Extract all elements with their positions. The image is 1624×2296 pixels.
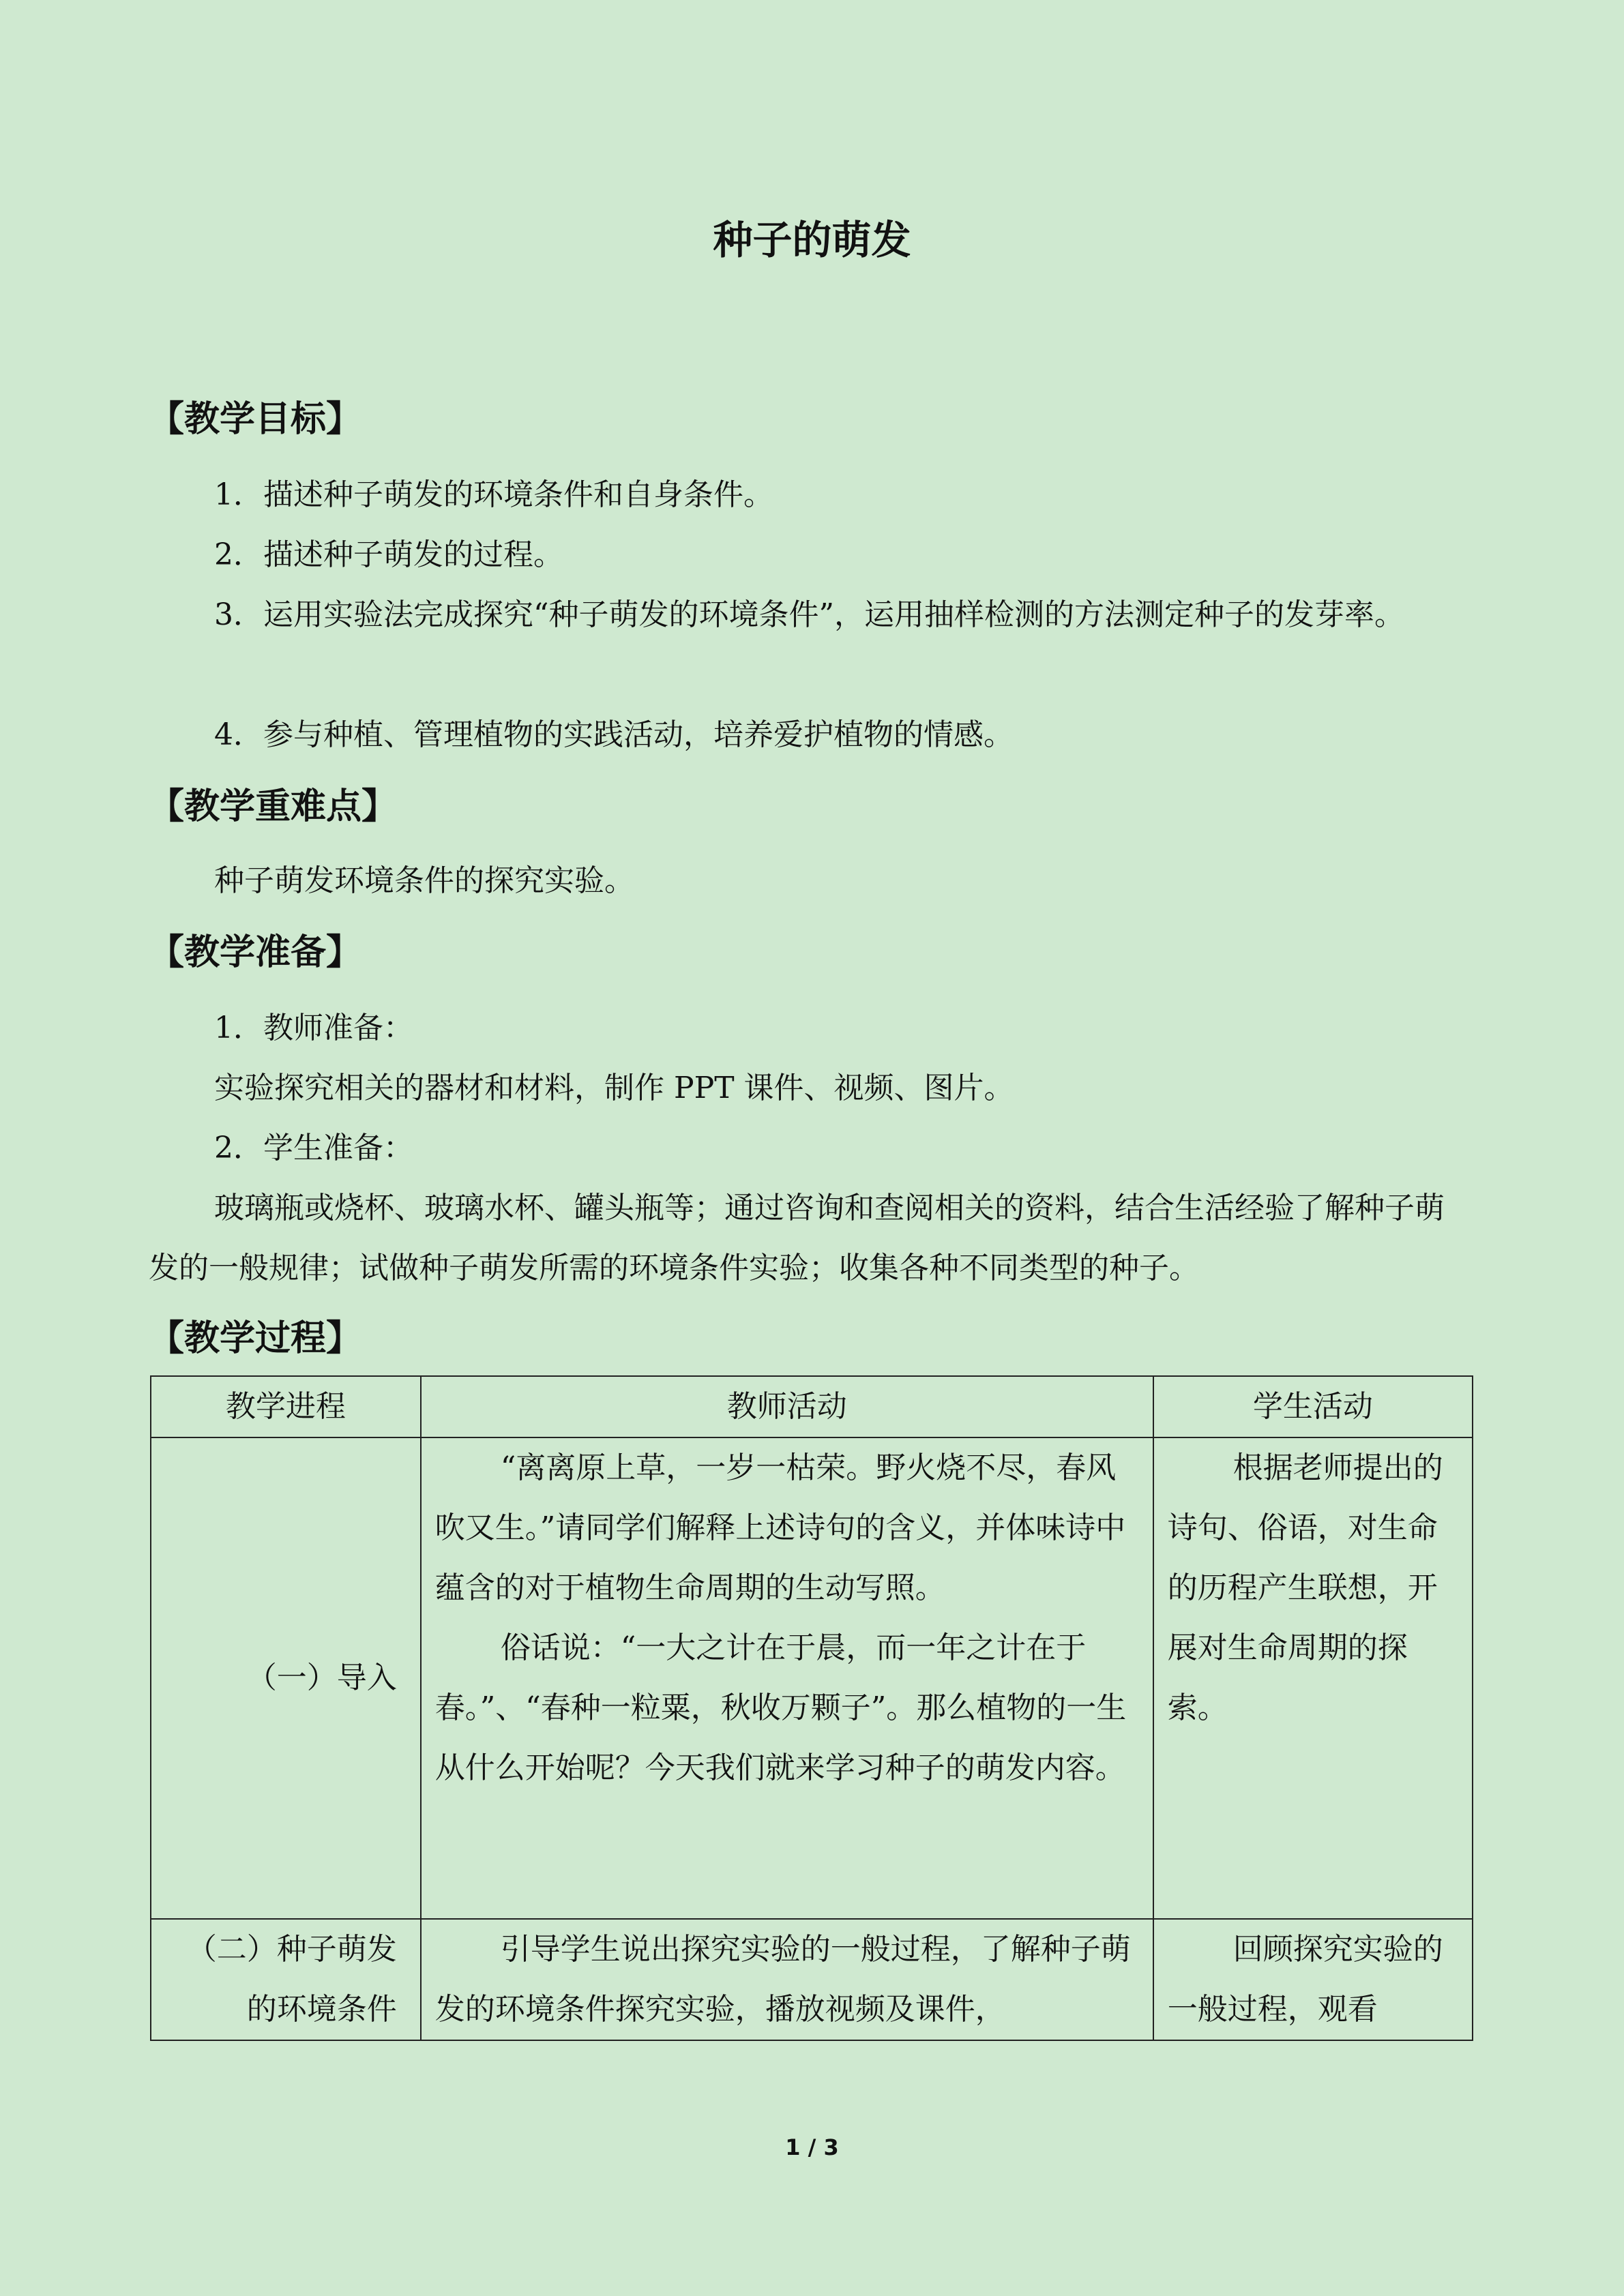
student-activity-cell (1153, 1437, 1473, 1919)
process-heading: 【教学过程】 (149, 1318, 362, 1359)
header-teacher: 教师活动 (421, 1376, 1153, 1437)
stage-cell: （二）种子萌发的环境条件 (151, 1919, 421, 2040)
student-activity-text: 回顾探究实验的一般过程，观看 (1167, 1932, 1443, 2027)
stage-cell: （一）导入 (151, 1437, 421, 1919)
teacher-activity-paragraph: “离离原上草，一岁一枯荣。野火烧不尽，春风吹又生。”请同学们解释上述诗句的含义，并体味诗中蕴含的对于植物生命周期的生动写照。 (434, 1450, 1126, 1605)
key-points-text: 种子萌发环境条件的探究实验。 (214, 863, 634, 898)
student-prep-text: 玻璃瓶或烧杯、玻璃水杯、罐头瓶等；通过咨询和查阅相关的资料，结合生活经验了解种子萌发的一般规律；试做种子萌发所需的环境条件实验；收集各种不同类型的种子。 (149, 1191, 1445, 1285)
table-row (151, 1919, 1473, 2040)
teacher-prep-text: 实验探究相关的器材和材料，制作 PPT 课件、视频、图片。 (214, 1071, 1014, 1105)
process-table (150, 1375, 1473, 2041)
objective-item: 1．描述种子萌发的环境条件和自身条件。 (214, 477, 773, 512)
teacher-activity-paragraph: 引导学生说出探究实验的一般过程，了解种子萌发的环境条件探究实验，播放视频及课件， (434, 1932, 1131, 2027)
student-activity-text: 根据老师提出的诗句、俗语，对生命的历程产生联想，开展对生命周期的探索。 (1167, 1450, 1443, 1725)
teacher-activity-paragraph: 俗话说：“一大之计在于晨，而一年之计在于春。”、“春种一粒粟，秋收万颗子”。那么植物的一生从什么开始呢？今天我们就来学习种子的萌发内容。 (434, 1630, 1127, 1785)
key-points-heading: 【教学重难点】 (149, 786, 398, 827)
objective-item: 2．描述种子萌发的过程。 (214, 537, 563, 572)
header-stage: 教学进程 (151, 1376, 421, 1437)
page-number: 1 / 3 (785, 2134, 839, 2160)
header-student: 学生活动 (1153, 1376, 1473, 1437)
preparation-heading: 【教学准备】 (149, 932, 362, 973)
teacher-prep-label: 1．教师准备： (214, 1011, 413, 1045)
page-title: 种子的萌发 (713, 217, 911, 263)
student-prep-label: 2．学生准备： (214, 1131, 413, 1165)
teacher-activity-cell (421, 1919, 1153, 2040)
objective-item: 3．运用实验法完成探究“种子萌发的环境条件”，运用抽样检测的方法测定种子的发芽率。 (214, 597, 1404, 632)
objective-item: 4．参与种植、管理植物的实践活动，培养爱护植物的情感。 (214, 717, 1014, 752)
student-activity-cell (1153, 1919, 1473, 2040)
objectives-heading: 【教学目标】 (149, 399, 362, 440)
table-row (151, 1437, 1473, 1919)
table-header-row (151, 1376, 1473, 1437)
teacher-activity-cell (421, 1437, 1153, 1919)
